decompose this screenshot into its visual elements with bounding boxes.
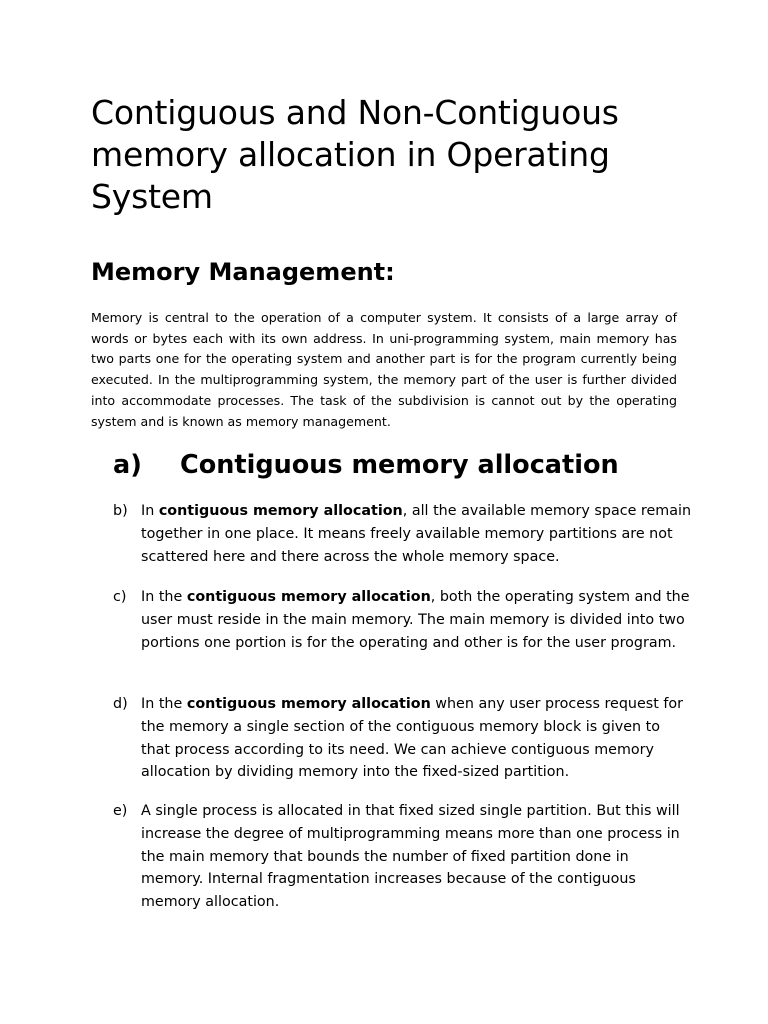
document-title: Contiguous and Non-Contiguous memory allocation in Operating System bbox=[91, 93, 619, 216]
list-item-text bbox=[141, 500, 693, 568]
list-item-text-before: In bbox=[141, 503, 159, 519]
list-item-marker: d) bbox=[113, 696, 128, 712]
list-item-text-after: A single process is allocated in that fixed sized single partition. But this will increase the degree of multiprogramming means more than one process in the main memory that bounds the number of fixed partition done in memory. Internal fragmentation increases because of the contiguous memory allocation. bbox=[141, 803, 680, 911]
list-item-text-after: when any user process request for the memory a single section of the contiguous memory block is given to that process according to its need. We can achieve contiguous memory allocation by dividing memory into the fixed-sized partition. bbox=[141, 696, 684, 781]
list-item-marker: b) bbox=[113, 503, 128, 519]
list-item bbox=[113, 500, 693, 568]
list-item bbox=[113, 693, 693, 784]
list-item-text-before: In the bbox=[141, 589, 187, 605]
list-item-bold-term: contiguous memory allocation bbox=[186, 696, 431, 712]
list-item-text-before: In the bbox=[141, 696, 187, 712]
list-item-text bbox=[141, 800, 693, 914]
sub-heading-marker: a) bbox=[113, 450, 142, 480]
list-item-text bbox=[141, 586, 693, 654]
list-item-text-after: , all the available memory space remain together in one place. It means freely available memory partitions are not scattered here and there across the whole memory space. bbox=[141, 503, 692, 565]
section-heading: Memory Management: bbox=[91, 258, 395, 286]
list-item-bold-term: contiguous memory allocation bbox=[186, 589, 431, 605]
list-item bbox=[113, 586, 693, 654]
sub-heading bbox=[113, 446, 619, 484]
list-item-text-after: , both the operating system and the user must reside in the main memory. The main memory is divided into two portions one portion is for the operating and other is for the user program. bbox=[141, 589, 690, 651]
list-item-bold-term: contiguous memory allocation bbox=[158, 503, 403, 519]
list-item-marker: e) bbox=[113, 803, 128, 819]
list-item-text bbox=[141, 693, 693, 784]
sub-heading-text: Contiguous memory allocation bbox=[180, 450, 619, 480]
list-item-marker: c) bbox=[113, 589, 127, 605]
intro-paragraph: Memory is central to the operation of a computer system. It consists of a large array of words or bytes each with its own address. In uni-programming system, main memory has two parts one for the operating system and another part is for the program currently being executed. In the multiprogramming system, the memory part of the user is further divided into accommodate processes. The task of the subdivision is cannot out by the operating system and is known as memory management. bbox=[91, 310, 677, 429]
list-item bbox=[113, 800, 693, 914]
